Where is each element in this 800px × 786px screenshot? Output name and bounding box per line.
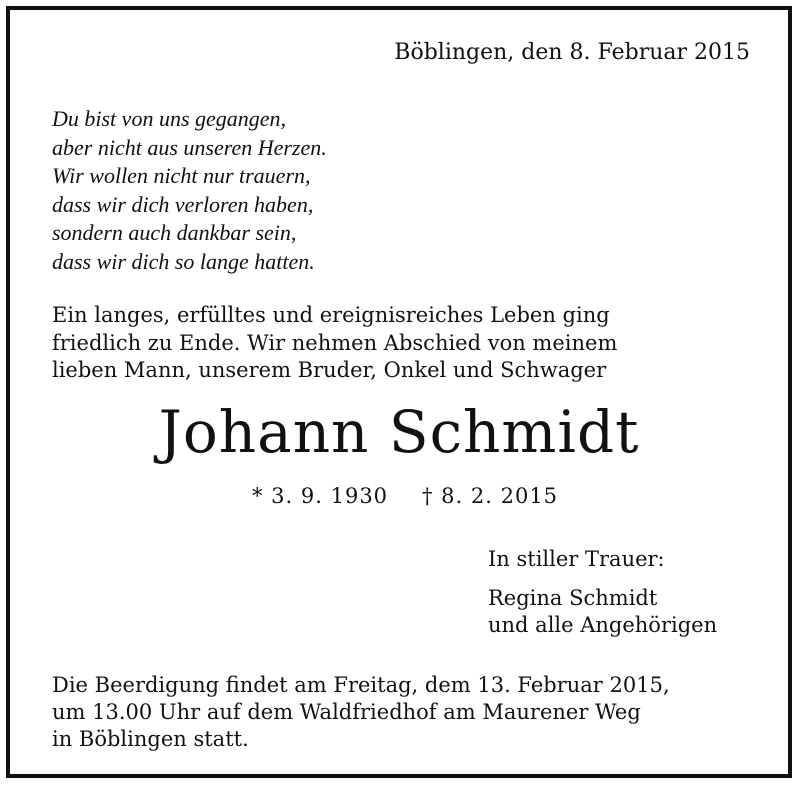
mourners-block xyxy=(488,546,717,639)
funeral-line: in Böblingen statt. xyxy=(52,727,249,751)
poem-line: dass wir dich so lange hatten. xyxy=(52,248,315,274)
mourner-name: und alle Angehörigen xyxy=(488,613,718,637)
intro-text xyxy=(52,302,617,385)
poem-line: dass wir dich verloren haben, xyxy=(52,191,314,217)
poem-line: Wir wollen nicht nur trauern, xyxy=(52,163,311,188)
funeral-line: Die Beerdigung findet am Freitag, dem 13. Februar 2015, xyxy=(52,673,670,697)
mourner-name: Regina Schmidt xyxy=(488,586,658,610)
death-date: † 8. 2. 2015 xyxy=(422,484,559,508)
intro-line: Ein langes, erfülltes und ereignisreiches Leben ging xyxy=(52,303,610,327)
birth-date: * 3. 9. 1930 xyxy=(252,484,389,508)
intro-line: friedlich zu Ende. Wir nehmen Abschied von meinem xyxy=(52,330,618,355)
funeral-line: um 13.00 Uhr auf dem Waldfriedhof am Maurener Weg xyxy=(52,700,641,724)
mourning-heading: In stiller Trauer: xyxy=(488,547,665,571)
poem-line: Du bist von uns gegangen, xyxy=(52,106,287,131)
obituary-notice xyxy=(6,6,792,778)
funeral-info xyxy=(52,672,670,753)
deceased-name: Johann Schmidt xyxy=(158,398,640,466)
poem xyxy=(52,105,327,276)
poem-line: aber nicht aus unseren Herzen. xyxy=(52,134,327,160)
poem-line: sondern auch dankbar sein, xyxy=(52,220,297,245)
intro-line: lieben Mann, unserem Bruder, Onkel und Schwager xyxy=(52,358,607,382)
place-date: Böblingen, den 8. Februar 2015 xyxy=(394,40,750,65)
